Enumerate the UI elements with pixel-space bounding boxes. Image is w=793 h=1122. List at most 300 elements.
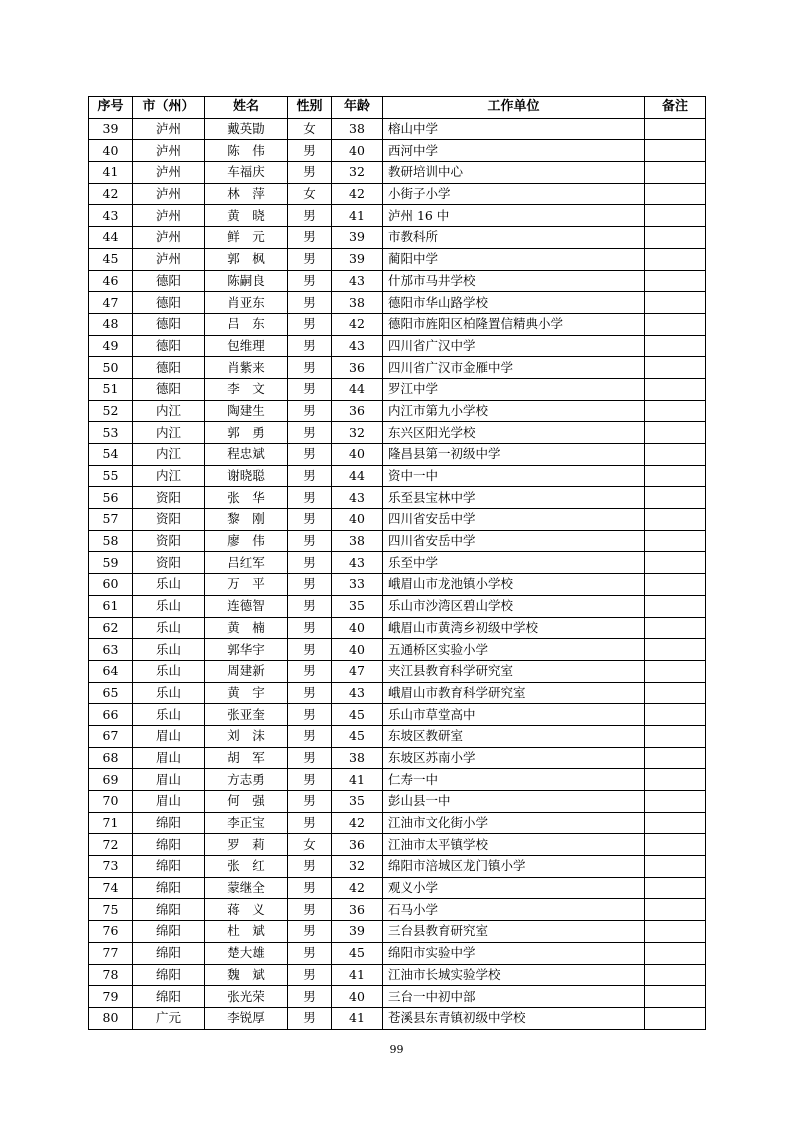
cell-gender: 男 bbox=[288, 877, 332, 899]
header-name: 姓名 bbox=[205, 97, 288, 119]
cell-city: 德阳 bbox=[133, 313, 205, 335]
cell-unit: 东坡区苏南小学 bbox=[383, 747, 645, 769]
cell-gender: 男 bbox=[288, 357, 332, 379]
cell-name: 吕红军 bbox=[205, 552, 288, 574]
table-row bbox=[89, 877, 706, 899]
cell-name: 何 强 bbox=[205, 791, 288, 813]
cell-gender: 男 bbox=[288, 812, 332, 834]
cell-age: 35 bbox=[332, 595, 383, 617]
cell-name: 魏 斌 bbox=[205, 964, 288, 986]
cell-age: 40 bbox=[332, 444, 383, 466]
table-row bbox=[89, 1007, 706, 1029]
cell-remark bbox=[645, 986, 706, 1008]
cell-name: 陶建生 bbox=[205, 400, 288, 422]
cell-name: 杜 斌 bbox=[205, 921, 288, 943]
header-age: 年龄 bbox=[332, 97, 383, 119]
cell-unit: 三台一中初中部 bbox=[383, 986, 645, 1008]
cell-unit: 小街子小学 bbox=[383, 183, 645, 205]
cell-remark bbox=[645, 964, 706, 986]
cell-seq: 73 bbox=[89, 856, 133, 878]
cell-city: 眉山 bbox=[133, 725, 205, 747]
cell-seq: 46 bbox=[89, 270, 133, 292]
cell-name: 包维理 bbox=[205, 335, 288, 357]
table-row bbox=[89, 639, 706, 661]
cell-gender: 男 bbox=[288, 704, 332, 726]
cell-unit: 四川省安岳中学 bbox=[383, 509, 645, 531]
cell-age: 38 bbox=[332, 747, 383, 769]
cell-city: 泸州 bbox=[133, 227, 205, 249]
cell-city: 德阳 bbox=[133, 335, 205, 357]
cell-gender: 男 bbox=[288, 899, 332, 921]
cell-gender: 男 bbox=[288, 791, 332, 813]
cell-city: 德阳 bbox=[133, 292, 205, 314]
cell-unit: 彭山县一中 bbox=[383, 791, 645, 813]
cell-age: 39 bbox=[332, 921, 383, 943]
cell-unit: 江油市长城实验学校 bbox=[383, 964, 645, 986]
cell-city: 内江 bbox=[133, 422, 205, 444]
cell-unit: 四川省广汉中学 bbox=[383, 335, 645, 357]
table-row bbox=[89, 704, 706, 726]
cell-name: 黄 楠 bbox=[205, 617, 288, 639]
cell-unit: 江油市文化街小学 bbox=[383, 812, 645, 834]
cell-remark bbox=[645, 313, 706, 335]
cell-remark bbox=[645, 227, 706, 249]
cell-unit: 峨眉山市黄湾乡初级中学校 bbox=[383, 617, 645, 639]
cell-name: 张 红 bbox=[205, 856, 288, 878]
cell-gender: 男 bbox=[288, 747, 332, 769]
cell-city: 眉山 bbox=[133, 747, 205, 769]
cell-seq: 76 bbox=[89, 921, 133, 943]
cell-city: 德阳 bbox=[133, 357, 205, 379]
cell-age: 39 bbox=[332, 248, 383, 270]
table-row bbox=[89, 682, 706, 704]
table-row bbox=[89, 292, 706, 314]
cell-unit: 泸州 16 中 bbox=[383, 205, 645, 227]
cell-seq: 71 bbox=[89, 812, 133, 834]
cell-name: 李正宝 bbox=[205, 812, 288, 834]
cell-remark bbox=[645, 856, 706, 878]
cell-name: 肖亚东 bbox=[205, 292, 288, 314]
cell-gender: 男 bbox=[288, 227, 332, 249]
cell-name: 蒋 义 bbox=[205, 899, 288, 921]
cell-gender: 男 bbox=[288, 444, 332, 466]
cell-age: 43 bbox=[332, 270, 383, 292]
cell-seq: 74 bbox=[89, 877, 133, 899]
table-row bbox=[89, 921, 706, 943]
cell-remark bbox=[645, 270, 706, 292]
cell-seq: 80 bbox=[89, 1007, 133, 1029]
cell-unit: 罗江中学 bbox=[383, 378, 645, 400]
cell-name: 万 平 bbox=[205, 574, 288, 596]
cell-unit: 东坡区教研室 bbox=[383, 725, 645, 747]
cell-gender: 男 bbox=[288, 292, 332, 314]
cell-age: 42 bbox=[332, 183, 383, 205]
cell-remark bbox=[645, 877, 706, 899]
cell-remark bbox=[645, 118, 706, 140]
table-row bbox=[89, 140, 706, 162]
cell-name: 陈嗣良 bbox=[205, 270, 288, 292]
header-city: 市（州） bbox=[133, 97, 205, 119]
table-row bbox=[89, 444, 706, 466]
cell-unit: 绵阳市实验中学 bbox=[383, 942, 645, 964]
table-row bbox=[89, 335, 706, 357]
cell-gender: 女 bbox=[288, 834, 332, 856]
table-row bbox=[89, 400, 706, 422]
cell-seq: 44 bbox=[89, 227, 133, 249]
cell-city: 乐山 bbox=[133, 617, 205, 639]
cell-city: 乐山 bbox=[133, 660, 205, 682]
cell-seq: 39 bbox=[89, 118, 133, 140]
cell-age: 45 bbox=[332, 704, 383, 726]
cell-gender: 男 bbox=[288, 400, 332, 422]
cell-age: 43 bbox=[332, 552, 383, 574]
cell-seq: 53 bbox=[89, 422, 133, 444]
cell-unit: 乐山市草堂高中 bbox=[383, 704, 645, 726]
cell-seq: 77 bbox=[89, 942, 133, 964]
cell-name: 胡 军 bbox=[205, 747, 288, 769]
table-row bbox=[89, 834, 706, 856]
table-row bbox=[89, 487, 706, 509]
cell-seq: 75 bbox=[89, 899, 133, 921]
cell-remark bbox=[645, 162, 706, 184]
cell-name: 连德智 bbox=[205, 595, 288, 617]
cell-seq: 79 bbox=[89, 986, 133, 1008]
cell-age: 32 bbox=[332, 856, 383, 878]
cell-gender: 男 bbox=[288, 1007, 332, 1029]
cell-gender: 男 bbox=[288, 769, 332, 791]
cell-name: 鲜 元 bbox=[205, 227, 288, 249]
cell-city: 资阳 bbox=[133, 509, 205, 531]
cell-city: 乐山 bbox=[133, 639, 205, 661]
cell-unit: 乐山市沙湾区碧山学校 bbox=[383, 595, 645, 617]
cell-unit: 三台县教育研究室 bbox=[383, 921, 645, 943]
cell-remark bbox=[645, 617, 706, 639]
cell-unit: 四川省安岳中学 bbox=[383, 530, 645, 552]
cell-unit: 峨眉山市教育科学研究室 bbox=[383, 682, 645, 704]
cell-remark bbox=[645, 183, 706, 205]
table-row bbox=[89, 162, 706, 184]
cell-unit: 苍溪县东青镇初级中学校 bbox=[383, 1007, 645, 1029]
cell-age: 32 bbox=[332, 422, 383, 444]
cell-seq: 51 bbox=[89, 378, 133, 400]
cell-age: 36 bbox=[332, 899, 383, 921]
cell-unit: 乐至县宝林中学 bbox=[383, 487, 645, 509]
table-row bbox=[89, 942, 706, 964]
cell-seq: 42 bbox=[89, 183, 133, 205]
table-row bbox=[89, 812, 706, 834]
cell-gender: 男 bbox=[288, 639, 332, 661]
cell-unit: 观义小学 bbox=[383, 877, 645, 899]
cell-gender: 男 bbox=[288, 574, 332, 596]
cell-seq: 67 bbox=[89, 725, 133, 747]
table-row bbox=[89, 509, 706, 531]
cell-seq: 47 bbox=[89, 292, 133, 314]
cell-unit: 内江市第九小学校 bbox=[383, 400, 645, 422]
table-row bbox=[89, 595, 706, 617]
cell-city: 泸州 bbox=[133, 118, 205, 140]
cell-name: 黄 宇 bbox=[205, 682, 288, 704]
table-row bbox=[89, 313, 706, 335]
cell-age: 40 bbox=[332, 617, 383, 639]
cell-gender: 男 bbox=[288, 162, 332, 184]
cell-city: 绵阳 bbox=[133, 812, 205, 834]
table-row bbox=[89, 899, 706, 921]
roster-table bbox=[88, 96, 706, 1030]
cell-unit: 资中一中 bbox=[383, 465, 645, 487]
cell-remark bbox=[645, 595, 706, 617]
cell-gender: 男 bbox=[288, 682, 332, 704]
cell-seq: 52 bbox=[89, 400, 133, 422]
cell-unit: 江油市太平镇学校 bbox=[383, 834, 645, 856]
cell-age: 33 bbox=[332, 574, 383, 596]
cell-seq: 45 bbox=[89, 248, 133, 270]
cell-gender: 男 bbox=[288, 856, 332, 878]
table-row bbox=[89, 378, 706, 400]
cell-seq: 57 bbox=[89, 509, 133, 531]
cell-seq: 72 bbox=[89, 834, 133, 856]
cell-remark bbox=[645, 791, 706, 813]
cell-city: 泸州 bbox=[133, 205, 205, 227]
cell-remark bbox=[645, 335, 706, 357]
cell-age: 40 bbox=[332, 639, 383, 661]
cell-remark bbox=[645, 769, 706, 791]
cell-name: 李锐厚 bbox=[205, 1007, 288, 1029]
cell-seq: 43 bbox=[89, 205, 133, 227]
cell-gender: 男 bbox=[288, 335, 332, 357]
cell-remark bbox=[645, 942, 706, 964]
cell-age: 45 bbox=[332, 942, 383, 964]
cell-remark bbox=[645, 834, 706, 856]
cell-city: 资阳 bbox=[133, 487, 205, 509]
cell-name: 戴英勖 bbox=[205, 118, 288, 140]
header-gender: 性别 bbox=[288, 97, 332, 119]
cell-seq: 78 bbox=[89, 964, 133, 986]
roster-body bbox=[89, 118, 706, 1029]
cell-age: 36 bbox=[332, 357, 383, 379]
cell-age: 39 bbox=[332, 227, 383, 249]
cell-name: 廖 伟 bbox=[205, 530, 288, 552]
cell-age: 38 bbox=[332, 292, 383, 314]
cell-unit: 仁寿一中 bbox=[383, 769, 645, 791]
cell-age: 43 bbox=[332, 682, 383, 704]
cell-gender: 男 bbox=[288, 313, 332, 335]
cell-name: 肖紫来 bbox=[205, 357, 288, 379]
cell-city: 乐山 bbox=[133, 682, 205, 704]
cell-unit: 德阳市华山路学校 bbox=[383, 292, 645, 314]
table-row bbox=[89, 248, 706, 270]
cell-remark bbox=[645, 292, 706, 314]
cell-city: 泸州 bbox=[133, 162, 205, 184]
cell-unit: 市教科所 bbox=[383, 227, 645, 249]
cell-remark bbox=[645, 378, 706, 400]
cell-seq: 64 bbox=[89, 660, 133, 682]
cell-gender: 男 bbox=[288, 986, 332, 1008]
cell-seq: 70 bbox=[89, 791, 133, 813]
table-row bbox=[89, 964, 706, 986]
cell-age: 32 bbox=[332, 162, 383, 184]
cell-age: 35 bbox=[332, 791, 383, 813]
cell-seq: 60 bbox=[89, 574, 133, 596]
cell-age: 40 bbox=[332, 140, 383, 162]
cell-city: 眉山 bbox=[133, 791, 205, 813]
cell-age: 43 bbox=[332, 487, 383, 509]
cell-city: 德阳 bbox=[133, 378, 205, 400]
cell-city: 乐山 bbox=[133, 574, 205, 596]
cell-seq: 68 bbox=[89, 747, 133, 769]
cell-unit: 什邡市马井学校 bbox=[383, 270, 645, 292]
cell-city: 绵阳 bbox=[133, 877, 205, 899]
cell-name: 罗 莉 bbox=[205, 834, 288, 856]
cell-city: 乐山 bbox=[133, 704, 205, 726]
table-row bbox=[89, 205, 706, 227]
header-remark: 备注 bbox=[645, 97, 706, 119]
cell-name: 方志勇 bbox=[205, 769, 288, 791]
header-row bbox=[89, 97, 706, 119]
cell-unit: 教研培训中心 bbox=[383, 162, 645, 184]
cell-city: 乐山 bbox=[133, 595, 205, 617]
table-row bbox=[89, 747, 706, 769]
cell-city: 绵阳 bbox=[133, 856, 205, 878]
cell-gender: 女 bbox=[288, 183, 332, 205]
header-unit: 工作单位 bbox=[383, 97, 645, 119]
table-row bbox=[89, 660, 706, 682]
cell-remark bbox=[645, 682, 706, 704]
cell-city: 泸州 bbox=[133, 140, 205, 162]
cell-age: 38 bbox=[332, 530, 383, 552]
cell-name: 车福庆 bbox=[205, 162, 288, 184]
cell-remark bbox=[645, 205, 706, 227]
cell-remark bbox=[645, 725, 706, 747]
cell-name: 郭华宇 bbox=[205, 639, 288, 661]
cell-name: 陈 伟 bbox=[205, 140, 288, 162]
cell-city: 内江 bbox=[133, 400, 205, 422]
cell-gender: 男 bbox=[288, 248, 332, 270]
cell-age: 47 bbox=[332, 660, 383, 682]
cell-age: 41 bbox=[332, 1007, 383, 1029]
cell-gender: 女 bbox=[288, 118, 332, 140]
cell-age: 40 bbox=[332, 986, 383, 1008]
cell-remark bbox=[645, 422, 706, 444]
cell-unit: 东兴区阳光学校 bbox=[383, 422, 645, 444]
table-row bbox=[89, 530, 706, 552]
cell-name: 张 华 bbox=[205, 487, 288, 509]
cell-gender: 男 bbox=[288, 378, 332, 400]
cell-gender: 男 bbox=[288, 205, 332, 227]
cell-gender: 男 bbox=[288, 660, 332, 682]
cell-city: 内江 bbox=[133, 465, 205, 487]
cell-unit: 四川省广汉市金雁中学 bbox=[383, 357, 645, 379]
cell-unit: 峨眉山市龙池镇小学校 bbox=[383, 574, 645, 596]
table-row bbox=[89, 183, 706, 205]
header-seq: 序号 bbox=[89, 97, 133, 119]
table-row bbox=[89, 769, 706, 791]
cell-age: 44 bbox=[332, 378, 383, 400]
cell-unit: 五通桥区实验小学 bbox=[383, 639, 645, 661]
cell-seq: 63 bbox=[89, 639, 133, 661]
table-row bbox=[89, 465, 706, 487]
cell-remark bbox=[645, 400, 706, 422]
cell-age: 36 bbox=[332, 400, 383, 422]
cell-remark bbox=[645, 509, 706, 531]
cell-unit: 德阳市旌阳区柏隆置信精典小学 bbox=[383, 313, 645, 335]
table-row bbox=[89, 856, 706, 878]
cell-gender: 男 bbox=[288, 509, 332, 531]
cell-age: 44 bbox=[332, 465, 383, 487]
cell-remark bbox=[645, 444, 706, 466]
cell-gender: 男 bbox=[288, 140, 332, 162]
cell-gender: 男 bbox=[288, 725, 332, 747]
cell-seq: 41 bbox=[89, 162, 133, 184]
cell-remark bbox=[645, 530, 706, 552]
cell-age: 45 bbox=[332, 725, 383, 747]
cell-seq: 61 bbox=[89, 595, 133, 617]
cell-remark bbox=[645, 357, 706, 379]
cell-age: 36 bbox=[332, 834, 383, 856]
cell-unit: 蔺阳中学 bbox=[383, 248, 645, 270]
cell-seq: 40 bbox=[89, 140, 133, 162]
cell-remark bbox=[645, 1007, 706, 1029]
cell-remark bbox=[645, 248, 706, 270]
table-row bbox=[89, 725, 706, 747]
cell-gender: 男 bbox=[288, 595, 332, 617]
cell-name: 蒙继全 bbox=[205, 877, 288, 899]
cell-remark bbox=[645, 552, 706, 574]
table-row bbox=[89, 986, 706, 1008]
cell-unit: 榕山中学 bbox=[383, 118, 645, 140]
cell-unit: 石马小学 bbox=[383, 899, 645, 921]
cell-remark bbox=[645, 921, 706, 943]
cell-seq: 58 bbox=[89, 530, 133, 552]
cell-gender: 男 bbox=[288, 552, 332, 574]
cell-remark bbox=[645, 747, 706, 769]
cell-age: 42 bbox=[332, 812, 383, 834]
cell-remark bbox=[645, 487, 706, 509]
cell-name: 黎 刚 bbox=[205, 509, 288, 531]
cell-gender: 男 bbox=[288, 530, 332, 552]
cell-unit: 夹江县教育科学研究室 bbox=[383, 660, 645, 682]
cell-unit: 隆昌县第一初级中学 bbox=[383, 444, 645, 466]
cell-city: 泸州 bbox=[133, 183, 205, 205]
cell-age: 42 bbox=[332, 877, 383, 899]
cell-gender: 男 bbox=[288, 422, 332, 444]
cell-age: 42 bbox=[332, 313, 383, 335]
cell-name: 黄 晓 bbox=[205, 205, 288, 227]
cell-gender: 男 bbox=[288, 921, 332, 943]
cell-name: 楚大雄 bbox=[205, 942, 288, 964]
cell-name: 林 萍 bbox=[205, 183, 288, 205]
cell-unit: 绵阳市涪城区龙门镇小学 bbox=[383, 856, 645, 878]
cell-remark bbox=[645, 465, 706, 487]
table-row bbox=[89, 422, 706, 444]
cell-seq: 69 bbox=[89, 769, 133, 791]
cell-gender: 男 bbox=[288, 270, 332, 292]
cell-name: 张光荣 bbox=[205, 986, 288, 1008]
cell-gender: 男 bbox=[288, 465, 332, 487]
table-row bbox=[89, 270, 706, 292]
cell-city: 眉山 bbox=[133, 769, 205, 791]
cell-city: 资阳 bbox=[133, 530, 205, 552]
cell-seq: 54 bbox=[89, 444, 133, 466]
cell-city: 绵阳 bbox=[133, 834, 205, 856]
cell-city: 绵阳 bbox=[133, 986, 205, 1008]
cell-name: 李 文 bbox=[205, 378, 288, 400]
cell-gender: 男 bbox=[288, 964, 332, 986]
table-row bbox=[89, 118, 706, 140]
table-row bbox=[89, 227, 706, 249]
cell-seq: 59 bbox=[89, 552, 133, 574]
cell-age: 41 bbox=[332, 964, 383, 986]
cell-age: 43 bbox=[332, 335, 383, 357]
